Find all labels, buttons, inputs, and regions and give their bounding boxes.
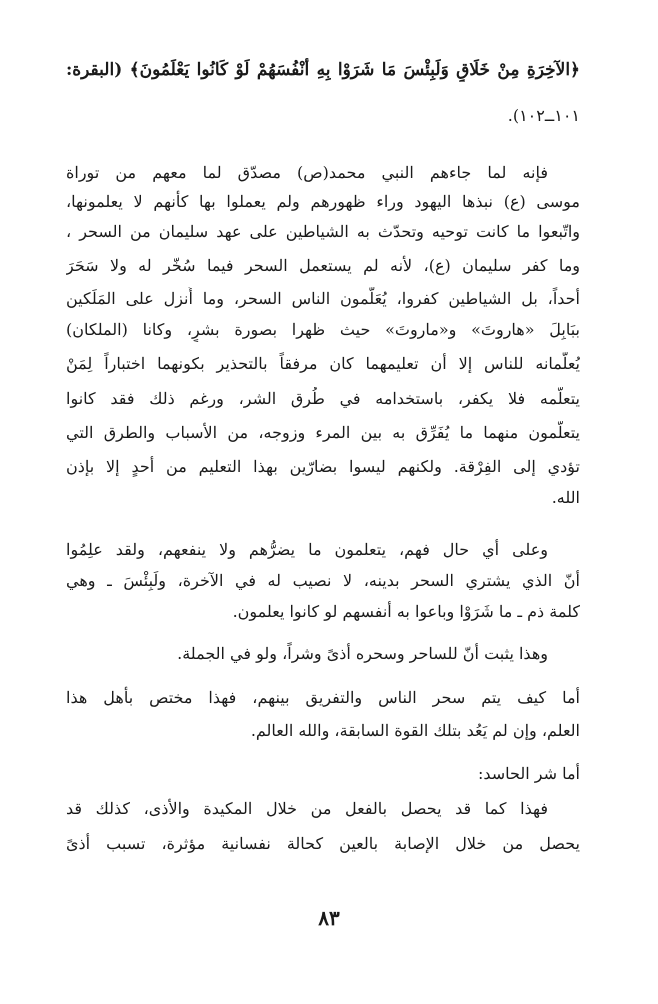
paragraph-1-line-8: يتعلّمه فلا يكفر، باستخدامه في طُرق الشر، ورغم ذلك فقد كانوا <box>66 389 580 408</box>
paragraph-2-line-3: كلمة ذم ـ ما شَرَوْا وباعوا به أنفسهم لو كانوا يعلمون. <box>232 602 580 621</box>
paragraph-1-line-6: ببَابِلَ «هاروتَ» و«ماروتَ» حيث ظهرا بصورة بشرٍ، وكانا (الملكان) <box>66 320 580 339</box>
paragraph-1-line-5: أحداً، بل الشياطين كفروا، يُعَلّمون الناس السحر، وما أُنزل على المَلَكين <box>66 289 580 308</box>
page-number: ٨٣ <box>318 906 340 930</box>
paragraph-1-line-7: يُعلّمانه للناس إلا أن تعليمهما كان مرفقاً بالتحذير بكونهما اختباراً لِمَنْ <box>66 354 580 373</box>
paragraph-5-line-1: فهذا كما قد يحصل بالفعل من خلال المكيدة والأذى، كذلك قد <box>66 799 548 818</box>
paragraph-3-line-1: وهذا يثبت أنّ للساحر وسحره أذىً وشراً، ولو في الجملة. <box>177 644 548 663</box>
paragraph-1-line-4: وما كفر سليمان (ع)، لأنه لم يستعمل السحر فيما سُخّر له ولا سَحَرَ <box>66 256 580 275</box>
paragraph-1-line-9: يتعلّمون منهما ما يُفَرِّق به بين المرء وزوجه، من الأسباب والطرق التي <box>66 423 580 442</box>
paragraph-5-line-2: يحصل من خلال الإصابة بالعين كحالة نفسانية مؤثرة، تسبب أذىً <box>66 834 580 853</box>
paragraph-1-line-3: واتّبعوا ما كانت توحيه وتحدّث به الشياطين على عهد سليمان من السحر ، <box>66 222 580 241</box>
paragraph-2-line-2: أنّ الذي يشتري السحر بدينه، لا نصيب له في الآخرة، ولَبِئْسَ ـ وهي <box>66 571 580 590</box>
paragraph-4-line-2: العلم، وإن لم يَعُد بتلك القوة السابقة، والله العالم. <box>250 721 580 740</box>
verse-reference: ١٠١ــ١٠٢). <box>507 106 580 125</box>
quran-verse-line: ﴿الآخِرَةِ مِنْ خَلَاقٍ وَلَبِئْسَ مَا شَرَوْا بِهِ أَنْفُسَهُمْ لَوْ كَانُوا يَعْلَمُونَ﴾ (البقرة: <box>66 60 580 80</box>
paragraph-1-line-10: تؤدي إلى الفِرْقة. ولكنهم ليسوا بضارّين بهذا التعليم من أحدٍ إلا بإذن <box>66 457 580 476</box>
paragraph-4-line-1: أما كيف يتم سحر الناس والتفريق بينهم، فهذا مختص بأهل هذا <box>66 688 580 707</box>
paragraph-2-line-1: وعلى أي حال فهم، يتعلمون ما يضرُّهم ولا ينفعهم، ولقد علِمُوا <box>66 540 548 559</box>
paragraph-1-line-2: موسى (ع) نبذها اليهود وراء ظهورهم ولم يعملوا بها كأنهم لا يعلمونها، <box>66 192 580 211</box>
paragraph-1-line-11: الله. <box>551 488 580 507</box>
paragraph-1-line-1: فإنه لما جاءهم النبي محمد(ص) مصدّق لما معهم من توراة <box>66 163 548 182</box>
section-heading: أما شر الحاسد: <box>477 764 580 783</box>
